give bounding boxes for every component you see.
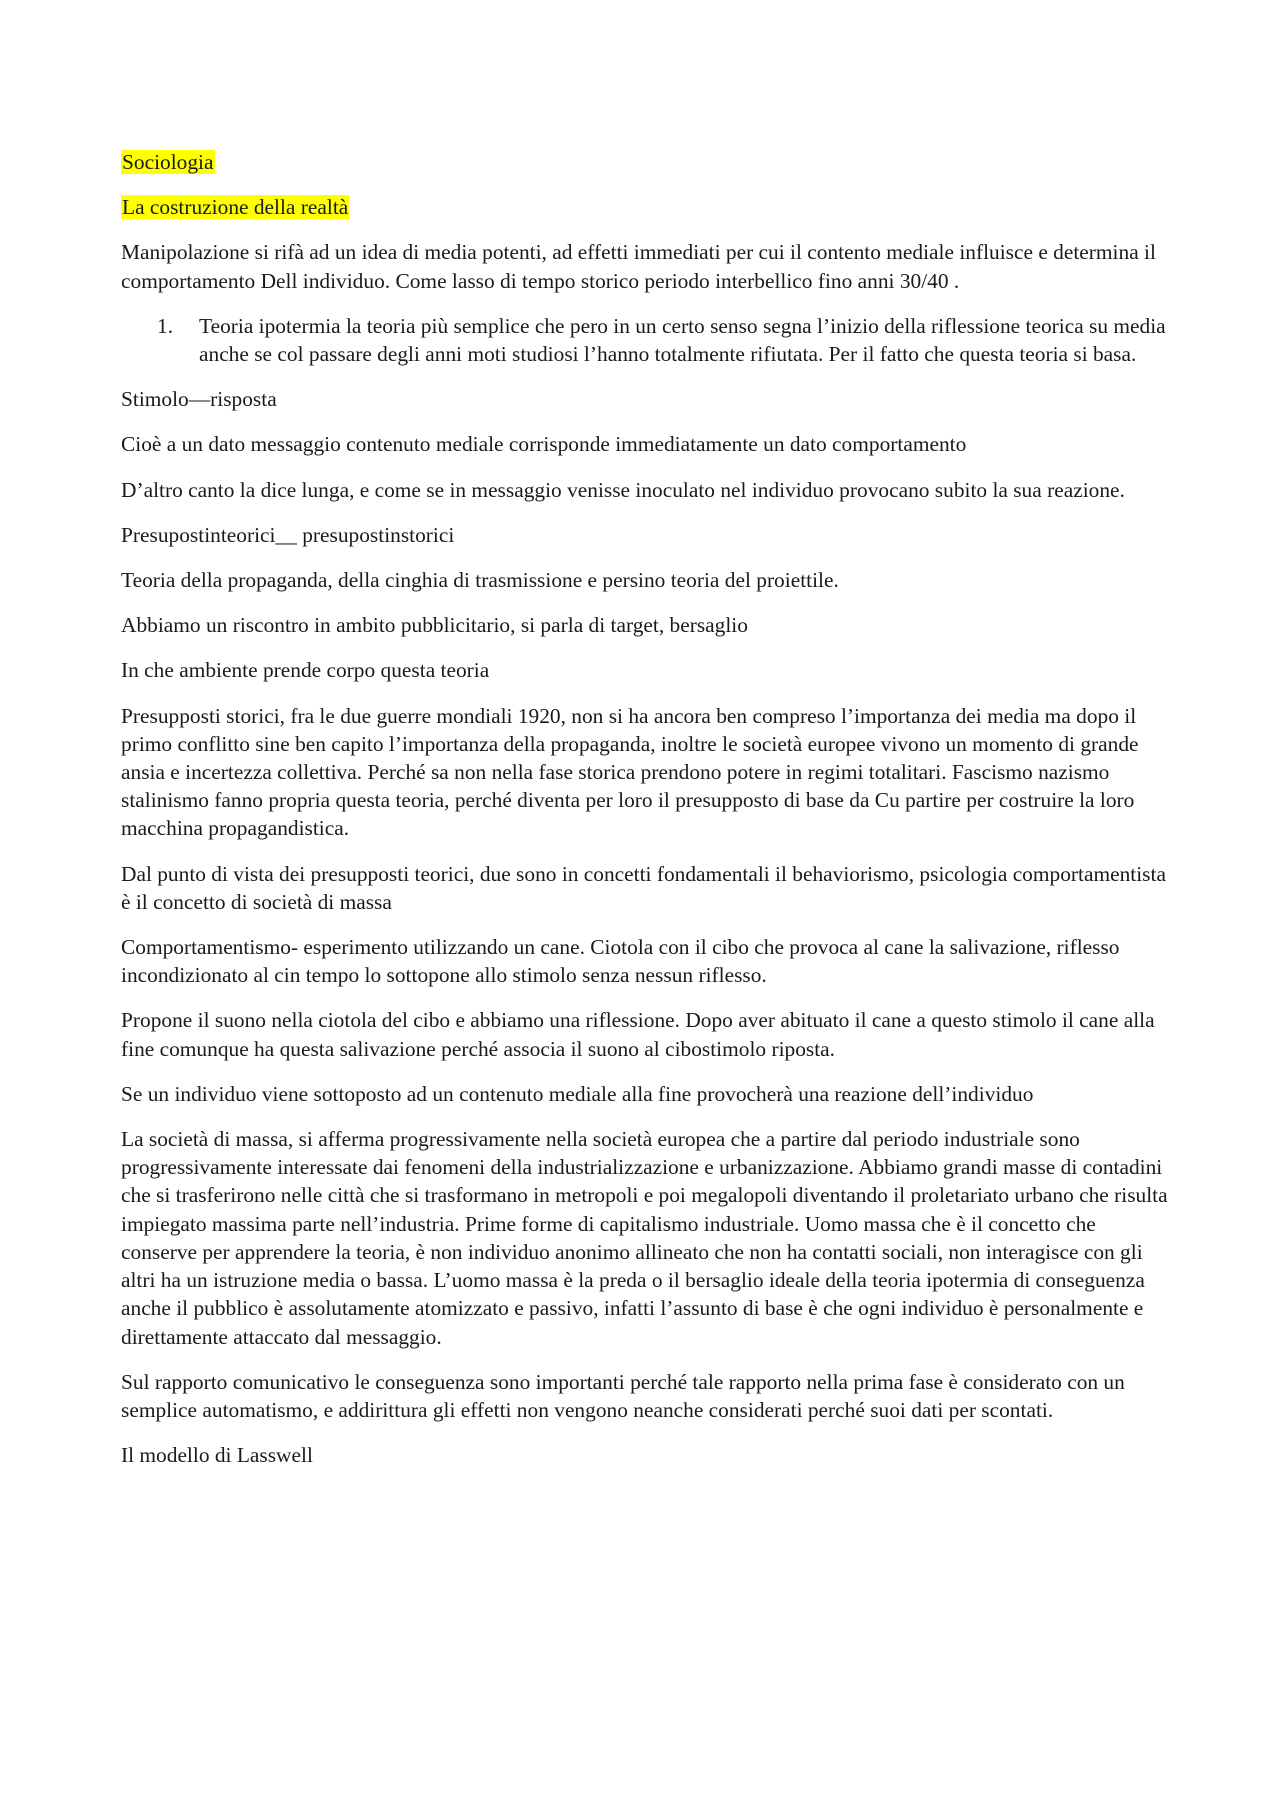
paragraph-stimolo-risposta: Stimolo—risposta xyxy=(121,387,277,412)
paragraph-ambiente: In che ambiente prende corpo questa teoria xyxy=(121,658,490,683)
document-subtitle: La costruzione della realtà xyxy=(122,195,349,220)
document-title: Sociologia xyxy=(122,150,214,174)
title-paragraph xyxy=(121,148,1169,176)
paragraph-individuo: Se un individuo viene sottoposto ad un contenuto mediale alla fine provocherà una reazione dell’individuo xyxy=(121,1081,1034,1106)
paragraph-suono: Propone il suono nella ciotola del cibo e abbiamo una riflessione. Dopo aver abituato il cane a questo stimolo il cane alla fine comunque ha questa salivazione perché associa il suono al cibostimolo riposta. xyxy=(121,1008,1155,1061)
paragraph-presupposti-teorici: Dal punto di vista dei presupposti teorici, due sono in concetti fondamentali il behaviorismo, psicologia comportamentista è il concetto di società di massa xyxy=(121,861,1166,914)
list-item-number: 1. xyxy=(157,313,174,338)
paragraph-daltro-canto: D’altro canto la dice lunga, e come se in messaggio venisse inoculato nel individuo provocano subito la sua reazione. xyxy=(121,477,1125,502)
subtitle-paragraph xyxy=(121,193,1169,221)
list-item-text: Teoria ipotermia la teoria più semplice che pero in un certo senso segna l’inizio della riflessione teorica su media anche se col passare degli anni moti studiosi l’hanno totalmente rifiutata. Per il fatto che questa teoria si basa. xyxy=(199,313,1166,367)
paragraph-lasswell: Il modello di Lasswell xyxy=(121,1443,313,1468)
paragraph-presupposti-storici: Presupposti storici, fra le due guerre mondiali 1920, non si ha ancora ben compreso l’importanza dei media ma dopo il primo conflitto sine ben capito l’importanza della propaganda, inoltre le società europee vivono un momento di grande ansia e incertezza collettiva. Perché sa non nella fase storica prendono potere in regimi totalitari. Fascismo nazismo stalinismo fanno propria questa teoria, perché diventa per loro il presupposto di base da Cu partire per costruire la loro macchina propagandistica. xyxy=(121,703,1139,841)
document-body xyxy=(121,148,1169,1486)
list-item xyxy=(121,312,1169,368)
paragraph-comportamentismo: Comportamentismo- esperimento utilizzando un cane. Ciotola con il cibo che provoca al cane la salivazione, riflesso incondizionato al cin tempo lo sottopone allo stimolo senza nessun riflesso. xyxy=(121,935,1120,988)
paragraph-cioe: Cioè a un dato messaggio contenuto mediale corrisponde immediatamente un dato comportamento xyxy=(121,432,967,457)
paragraph-presupposti-heading: Presupostinteorici__ presupostinstorici xyxy=(121,522,455,547)
paragraph-teoria-propaganda: Teoria della propaganda, della cinghia di trasmissione e persino teoria del proiettile. xyxy=(121,568,839,593)
paragraph-rapporto-comunicativo: Sul rapporto comunicativo le conseguenza sono importanti perché tale rapporto nella prima fase è considerato con un semplice automatismo, e addirittura gli effetti non vengono neanche considerati perché suoi dati per scontati. xyxy=(121,1369,1125,1422)
paragraph-riscontro: Abbiamo un riscontro in ambito pubblicitario, si parla di target, bersaglio xyxy=(121,613,748,638)
numbered-list xyxy=(121,312,1169,368)
intro-paragraph: Manipolazione si rifà ad un idea di media potenti, ad effetti immediati per cui il contento mediale influisce e determina il comportamento Dell individuo. Come lasso di tempo storico periodo interbellico fino anni 30/40 . xyxy=(121,240,1156,293)
paragraph-societa-di-massa: La società di massa, si afferma progressivamente nella società europea che a partire dal periodo industriale sono progressivamente interessate dai fenomeni della industrializzazione e urbanizzazione. Abbiamo grandi masse di contadini che si trasferirono nelle città che si trasformano in metropoli e poi megalopoli diventando il proletariato urbano che risulta impiegato massima parte nell’industria. Prime forme di capitalismo industriale. Uomo massa che è il concetto che conserve per apprendere la teoria, è non individuo anonimo allineato che non ha contatti sociali, non interagisce con gli altri ha un istruzione media o bassa. L’uomo massa è la preda o il bersaglio ideale della teoria ipotermia di conseguenza anche il pubblico è assolutamente atomizzato e passivo, infatti l’assunto di base è che ogni individuo è personalmente e direttamente attaccato dal messaggio. xyxy=(121,1127,1168,1349)
